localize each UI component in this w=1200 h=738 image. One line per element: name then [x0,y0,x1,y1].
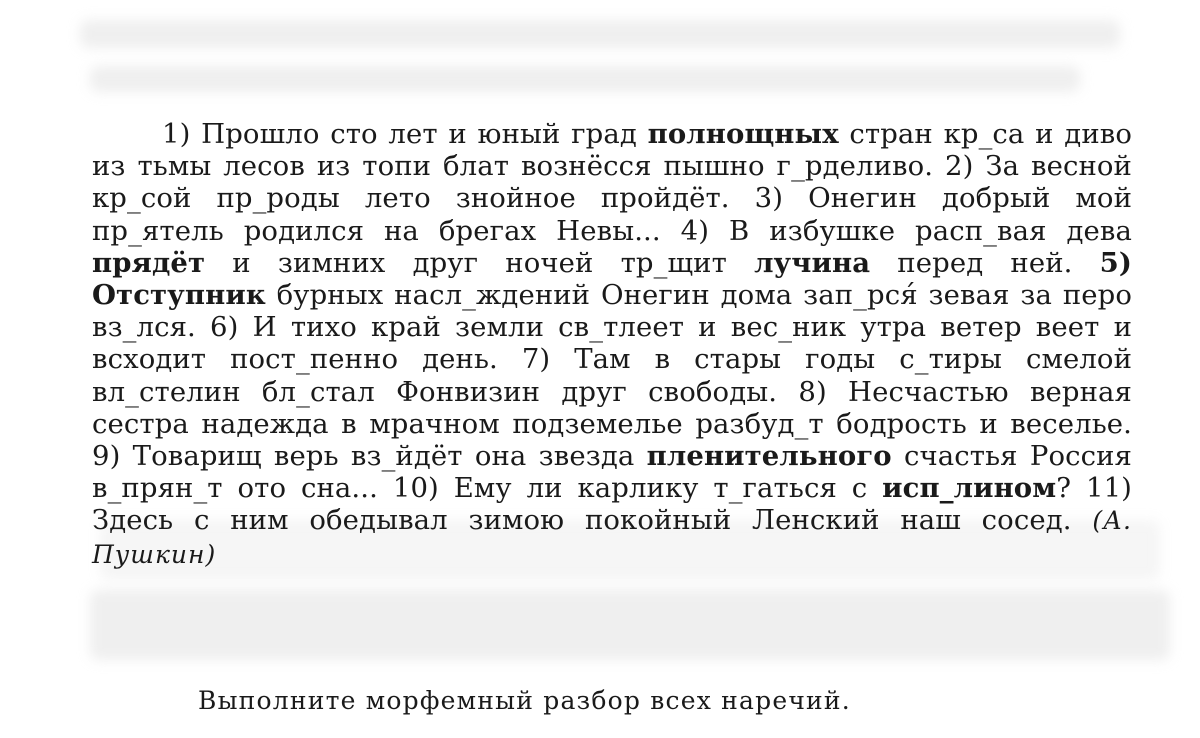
bold-word: пленительного [646,440,892,473]
sentence-7: 7) Там в стары годы с_тиры смелой вл_стелин бл_стал Фонвизин друг свободы. [92,343,1133,408]
author-attribution: (А. Пушкин) [92,506,1132,569]
bleed-through-bottom-2 [90,590,1170,660]
bold-word: полнощных [647,118,839,150]
sentence-3: 3) Онегин добрый мой пр_ятель родился на брегах Невы... [92,182,1132,247]
sentence-9-cont: счастья Россия в_прян_т ото сна... [92,440,1133,505]
bold-word: исп_лином [882,472,1057,505]
sentence-4: 4) В избушке расп_вая дева [680,214,1132,247]
bleed-through-top [80,20,1120,48]
sentence-5-number: 5) [1099,246,1133,279]
sentence-1: 1) Прошло сто лет и юный град [162,118,648,150]
bold-word: Отступник [92,279,266,312]
bold-word: лучина [754,246,871,279]
sentence-4-cont: и зимних друг ночей тр_щит [205,246,755,279]
task-instruction: Выполните морфемный разбор всех наречий. [198,686,851,715]
sentence-1-cont: стран кр_са и диво из тьмы лесов из топи блат вознёсся пышно г_рделиво. [92,118,1132,183]
sentence-2: 2) За весной кр_сой пр_роды лето знойное пройдёт. [92,150,1132,215]
sentence-6: 6) И тихо край земли св_тлеет и вес_ник утра ветер веет и всходит пост_пенно день. [92,311,1133,376]
sentence-9: 9) Товарищ верь вз_йдёт она звезда [92,440,647,473]
sentence-8: 8) Несчастью верная сестра надежда в мрачном подземелье разбуд_т бодрость и веселье. [92,375,1133,440]
sentence-10-end: ? [1056,472,1086,505]
bleed-through-top-2 [90,66,1080,92]
sentence-10: 10) Ему ли карлику т_гаться с [392,472,883,505]
exercise-passage [92,118,1132,571]
sentence-4-end: перед ней. [870,246,1100,279]
bold-word: прядёт [92,246,206,279]
sentence-5-cont: бурных насл_ждений Онегин дома зап_рся́ зевая за перо вз_лся. [92,279,1132,344]
sentence-11: 11) Здесь с ним обедывал зимою покойный Ленский наш сосед. [92,472,1133,537]
